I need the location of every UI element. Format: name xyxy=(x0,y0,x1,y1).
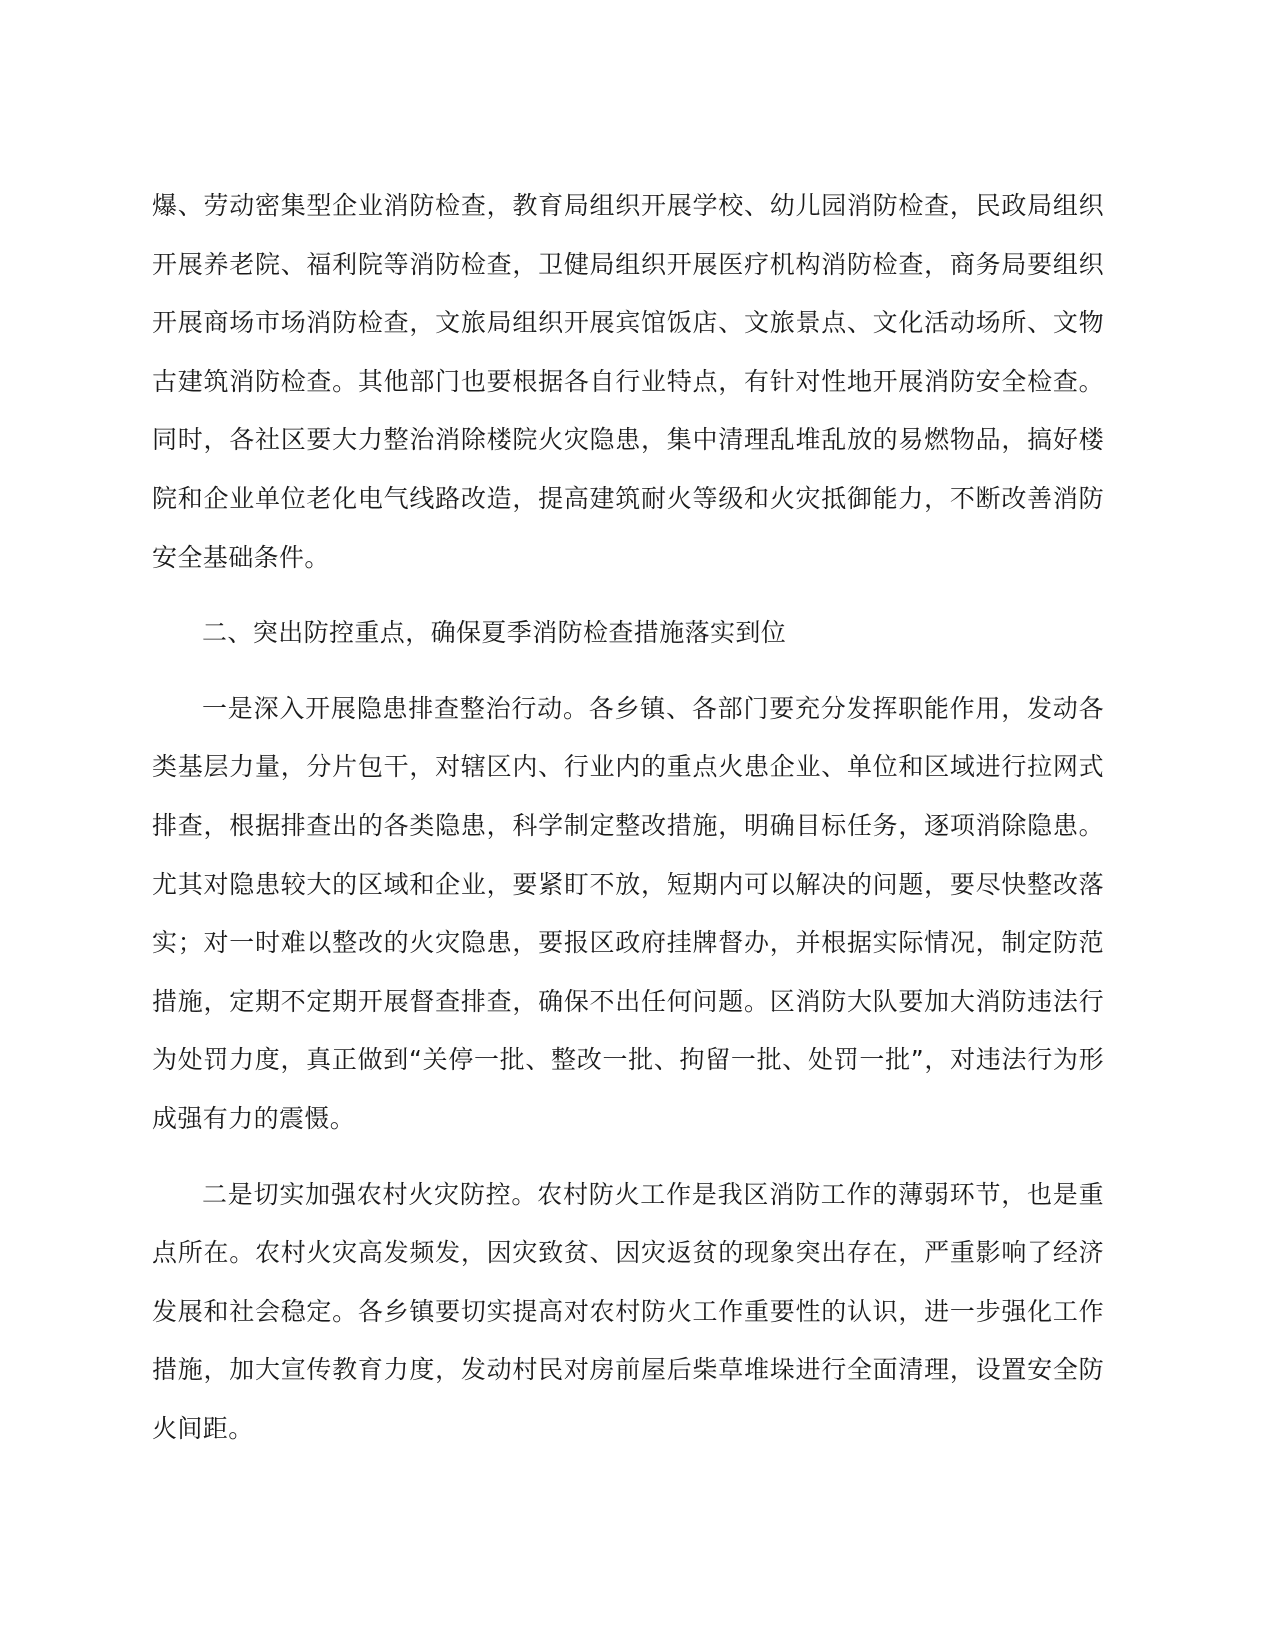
paragraph-item-two: 二是切实加强农村火灾防控。农村防火工作是我区消防工作的薄弱环节，也是重点所在。农村火灾高发频发，因灾致贫、因灾返贫的现象突出存在，严重影响了经济发展和社会稳定。各乡镇要切实提高对农村防火工作重要性的认识，进一步强化工作措施，加大宣传教育力度，发动村民对房前屋后柴草堆垛进行全面清理，设置安全防火间距。 xyxy=(152,1179,1104,1443)
paragraph-item-one: 一是深入开展隐患排查整治行动。各乡镇、各部门要充分发挥职能作用，发动各类基层力量，分片包干，对辖区内、行业内的重点火患企业、单位和区域进行拉网式排查，根据排查出的各类隐患，科学制定整改措施，明确目标任务，逐项消除隐患。尤其对隐患较大的区域和企业，要紧盯不放，短期内可以解决的问题，要尽快整改落实；对一时难以整改的火灾隐患，要报区政府挂牌督办，并根据实际情况，制定防范措施，定期不定期开展督查排查，确保不出任何问题。区消防大队要加大消防违法行为处罚力度，真正做到“关停一批、整改一批、拘留一批、处罚一批”，对违法行为形成强有力的震慑。 xyxy=(152,693,1104,1133)
section-heading: 二、突出防控重点，确保夏季消防检查措施落实到位 xyxy=(202,618,787,648)
paragraph-continued: 爆、劳动密集型企业消防检查，教育局组织开展学校、幼儿园消防检查，民政局组织开展养老院、福利院等消防检查，卫健局组织开展医疗机构消防检查，商务局要组织开展商场市场消防检查，文旅局组织开展宾馆饭店、文旅景点、文化活动场所、文物古建筑消防检查。其他部门也要根据各自行业特点，有针对性地开展消防安全检查。同时，各社区要大力整治消除楼院火灾隐患，集中清理乱堆乱放的易燃物品，搞好楼院和企业单位老化电气线路改造，提高建筑耐火等级和火灾抵御能力，不断改善消防安全基础条件。 xyxy=(152,191,1104,572)
document-page xyxy=(152,177,1104,1458)
